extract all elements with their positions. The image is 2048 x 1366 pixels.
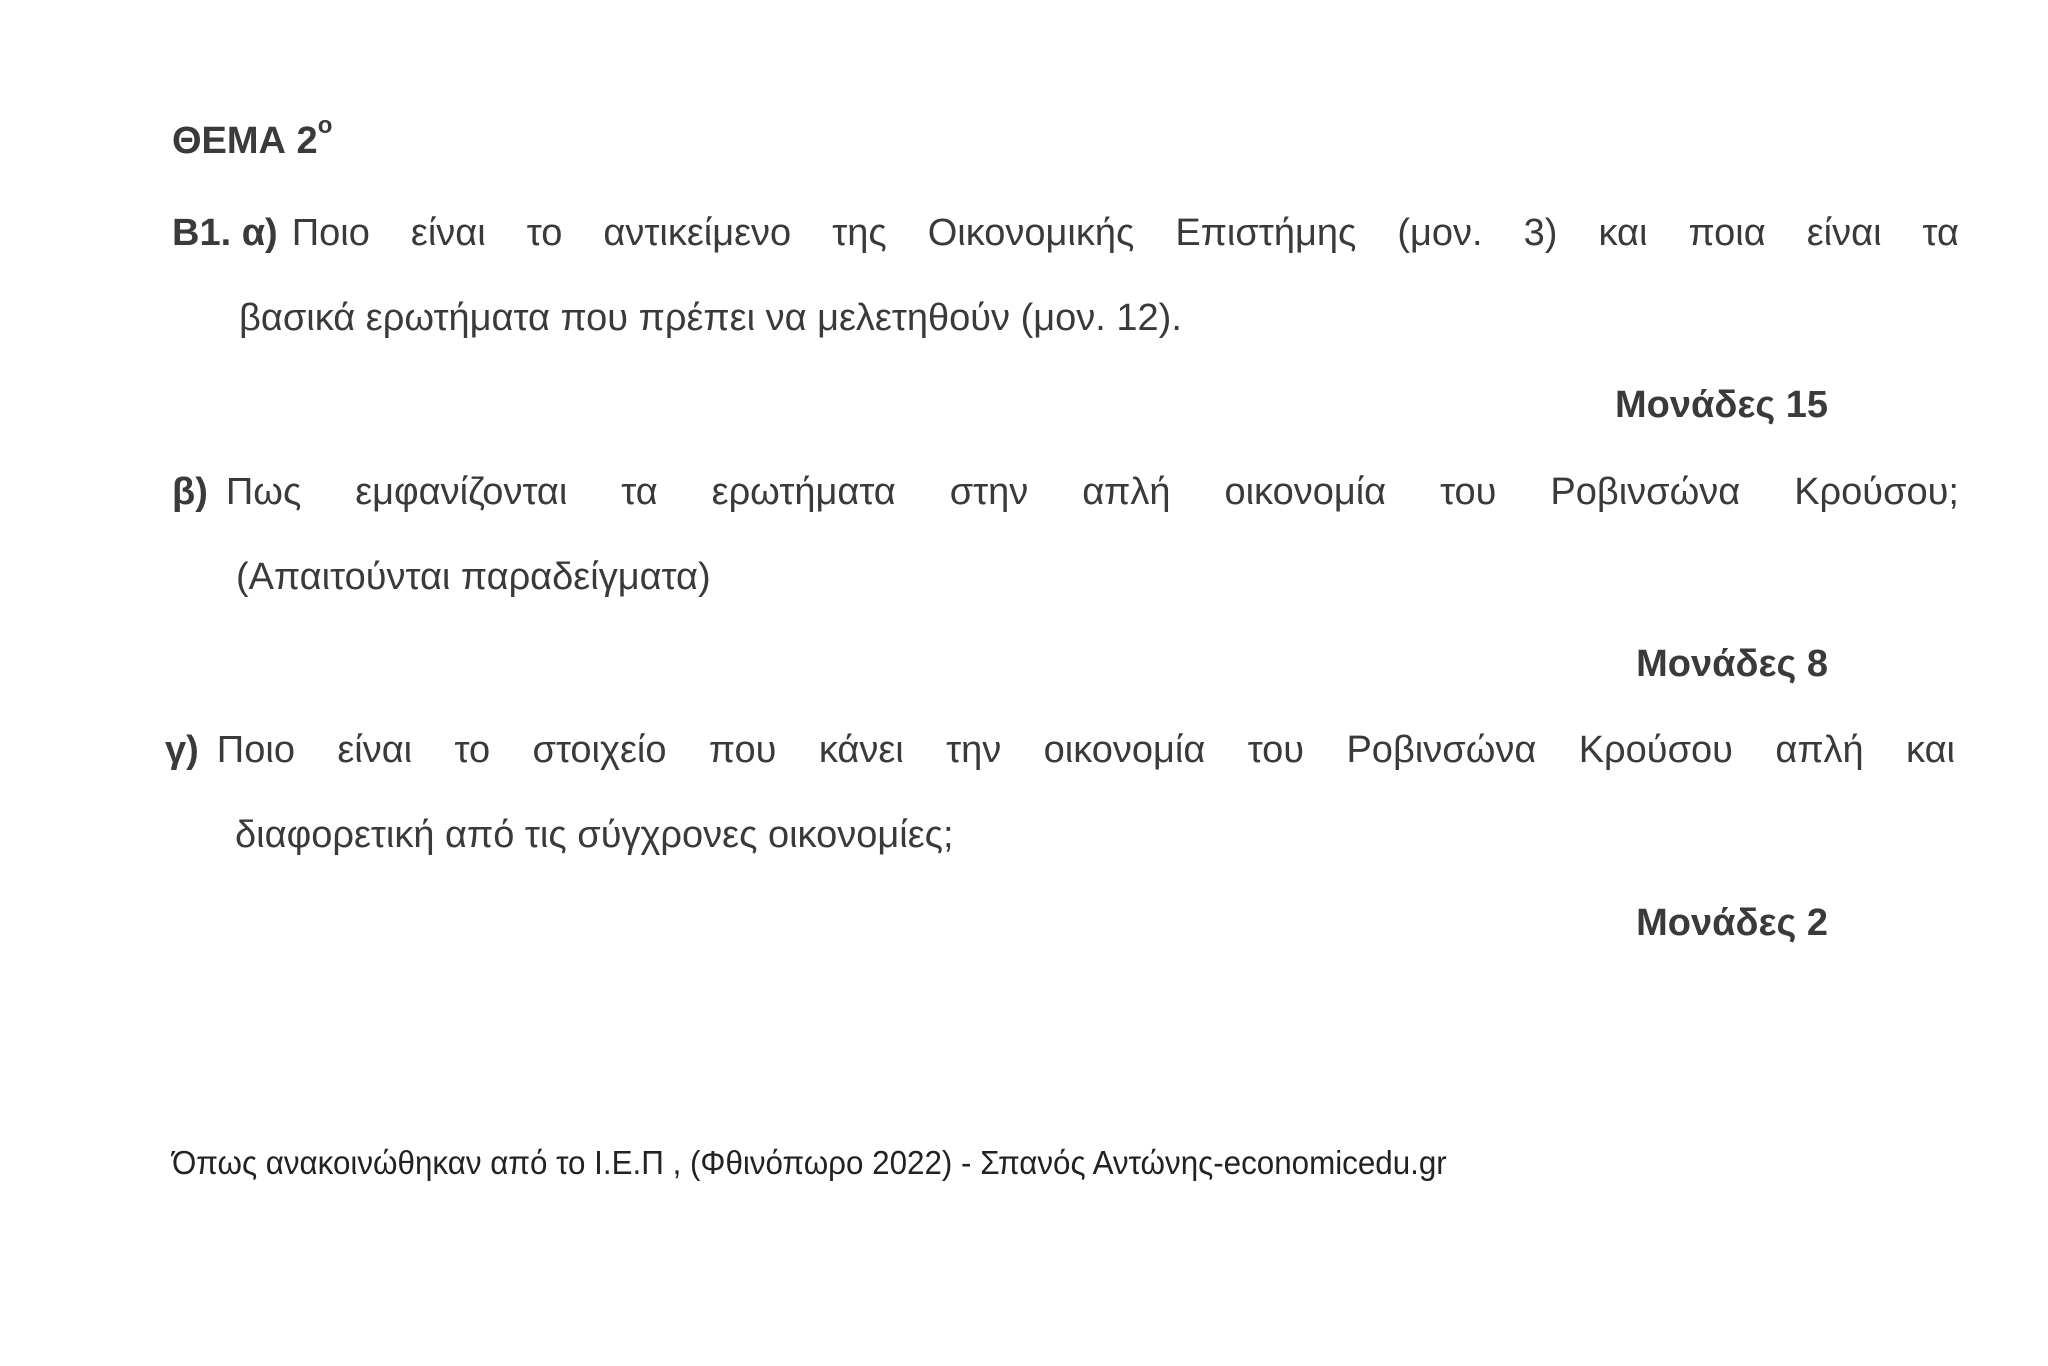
question-a-label: Β1. α) [172, 212, 278, 254]
question-c-label: γ) [165, 729, 199, 771]
heading-superscript: ο [317, 112, 333, 139]
question-b-label: β) [172, 471, 208, 513]
footer-source-note: Όπως ανακοινώθηκαν από το Ι.Ε.Π , (Φθινόπωρο 2022) - Σπανός Αντώνης-economicedu.gr [172, 1144, 1447, 1181]
heading-text: ΘΕΜΑ 2 [172, 120, 318, 162]
question-c-points: Μονάδες 2 [1636, 902, 1828, 944]
question-c-text: Ποιο είναι το στοιχείο που κάνει την οικονομία του Ροβινσώνα Κρούσου απλή και [216, 729, 1955, 771]
question-a-line-1 [172, 214, 1959, 252]
question-b-text: Πως εμφανίζονται τα ερωτήματα στην απλή οικονομία του Ροβινσώνα Κρούσου; [225, 471, 1959, 513]
question-a-text: Ποιο είναι το αντικείμενο της Οικονομικής Επιστήμης (μον. 3) και ποια είναι τα [291, 212, 1959, 254]
question-c-text-cont: διαφορετική από τις σύγχρονες οικονομίες; [235, 814, 954, 856]
question-a-text-cont: βασικά ερωτήματα που πρέπει να μελετηθούν (μον. 12). [239, 297, 1182, 339]
question-c-line-1 [165, 731, 1955, 769]
question-b-points: Μονάδες 8 [1636, 643, 1828, 685]
question-b-line-1 [172, 473, 1959, 511]
question-a-points: Μονάδες 15 [1614, 384, 1828, 426]
question-b-text-cont: (Απαιτούνται παραδείγματα) [236, 556, 711, 598]
section-heading [172, 112, 333, 162]
